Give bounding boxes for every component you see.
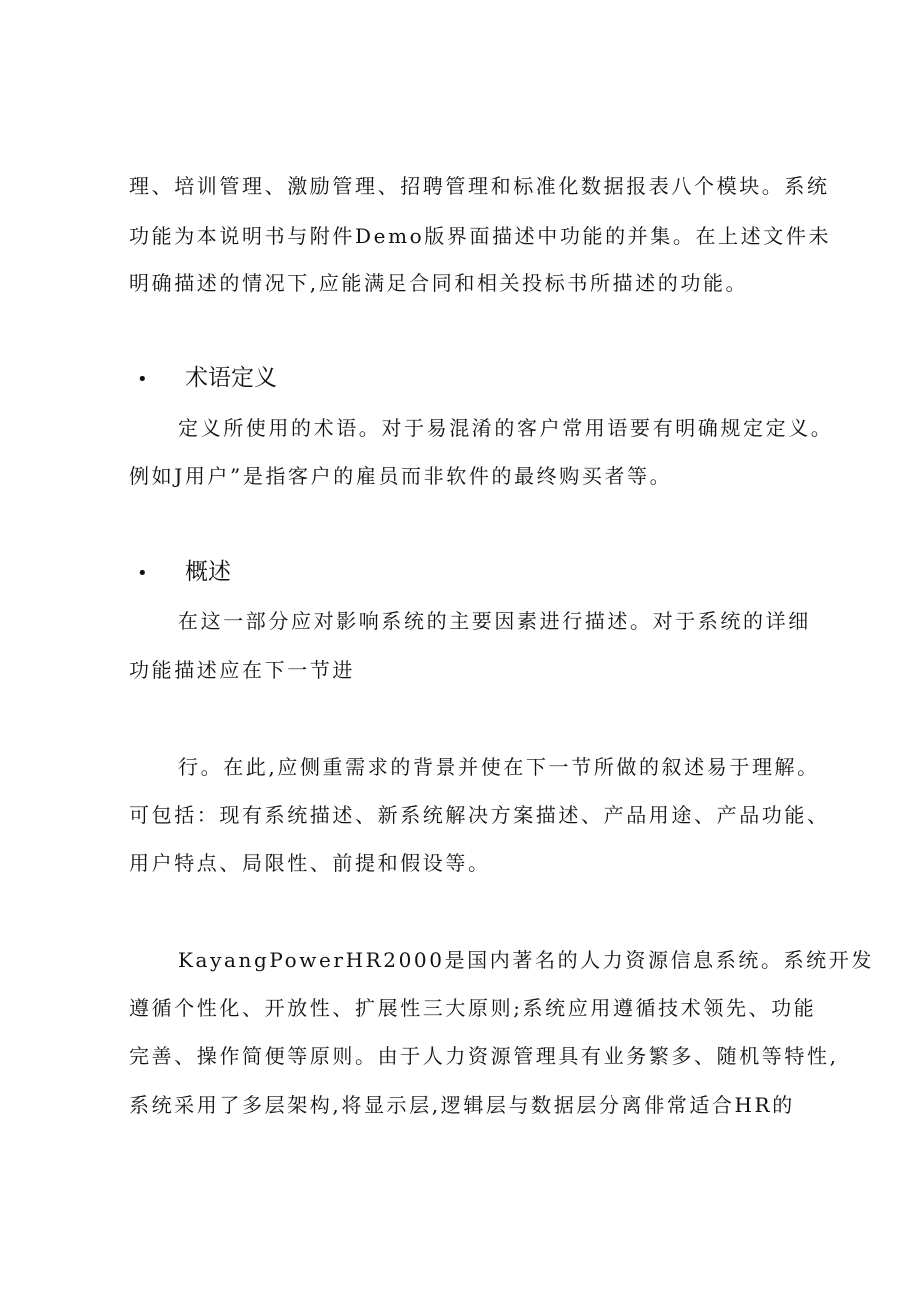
terms-line-1: 定义所使用的术语。对于易混淆的客户常用语要有明确规定定义。 xyxy=(178,416,834,440)
overview-line-2: 功能描述应在下一节进 xyxy=(129,658,355,682)
kayang-line-3: 完善、操作简便等原则。由于人力资源管理具有业务繁多、随机等特性, xyxy=(129,1044,839,1068)
section-heading-terms xyxy=(137,362,277,396)
bullet-icon: • xyxy=(137,369,148,390)
section-heading-overview xyxy=(137,556,231,590)
overview-line-1: 在这一部分应对影响系统的主要因素进行描述。对于系统的详细 xyxy=(178,609,811,633)
continue-line-1: 行。在此,应侧重需求的背景并使在下一节所做的叙述易于理解。 xyxy=(178,755,820,779)
kayang-line-1: KayangPowerHR2000是国内著名的人力资源信息系统。系统开发 xyxy=(178,948,874,972)
section-title-overview: 概述 xyxy=(185,559,231,585)
intro-line-2: 功能为本说明书与附件Demo版界面描述中功能的并集。在上述文件未 xyxy=(129,224,832,248)
continue-line-3: 用户特点、局限性、前提和假设等。 xyxy=(129,851,491,875)
intro-line-1: 理、培训管理、激励管理、招聘管理和标准化数据报表八个模块。系统 xyxy=(129,174,830,198)
continue-line-2: 可包括：现有系统描述、新系统解决方案描述、产品用途、产品功能、 xyxy=(129,803,830,827)
kayang-line-2: 遵循个性化、开放性、扩展性三大原则;系统应用遵循技术领先、功能 xyxy=(129,996,817,1020)
section-title-terms: 术语定义 xyxy=(185,365,277,391)
kayang-line-4: 系统采用了多层架构,将显示层,逻辑层与数据层分离俳常适合HR的 xyxy=(129,1093,795,1117)
bullet-icon: • xyxy=(137,563,148,584)
terms-line-2: 例如J用户”是指客户的雇员而非软件的最终购买者等。 xyxy=(129,464,673,488)
intro-line-3: 明确描述的情况下,应能满足合同和相关投标书所描述的功能。 xyxy=(129,271,749,295)
